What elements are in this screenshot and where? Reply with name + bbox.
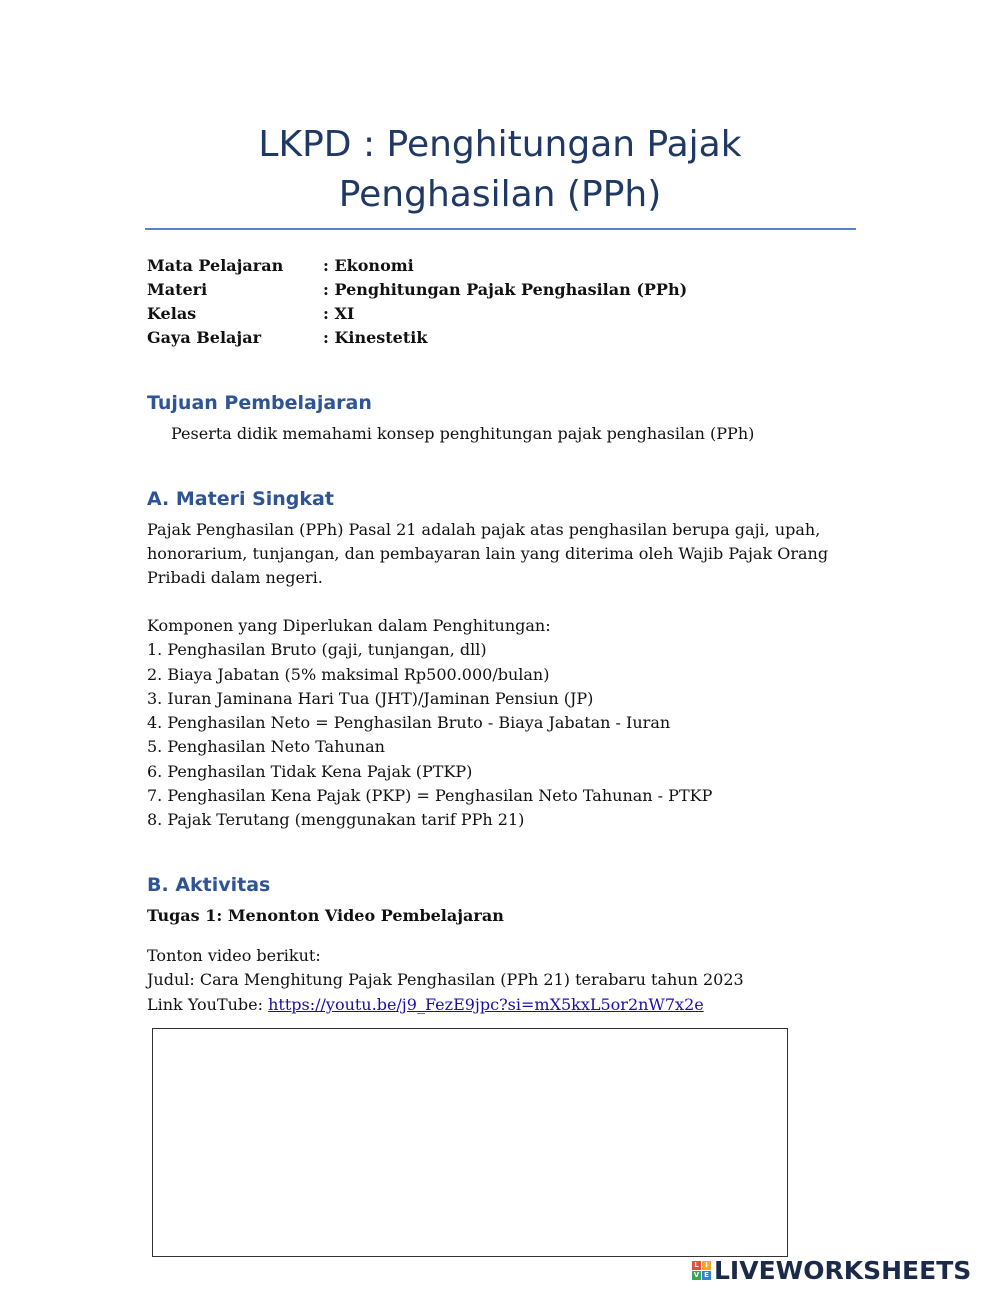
info-row-learning-style <box>147 326 687 350</box>
list-item: 1. Penghasilan Bruto (gaji, tunjangan, dll) <box>147 640 487 660</box>
info-row-material <box>147 278 687 302</box>
list-item: 6. Penghasilan Tidak Kena Pajak (PTKP) <box>147 761 473 781</box>
list-intro: Komponen yang Diperlukan dalam Penghitungan: <box>147 616 551 635</box>
list-item: 7. Penghasilan Kena Pajak (PKP) = Penghasilan Neto Tahunan - PTKP <box>147 786 713 806</box>
tujuan-heading: Tujuan Pembelajaran <box>147 392 372 414</box>
tujuan-text: Peserta didik memahami konsep penghitungan pajak penghasilan (PPh) <box>171 424 755 443</box>
video-link-line <box>147 993 704 1017</box>
list-item: 5. Penghasilan Neto Tahunan <box>147 737 385 757</box>
info-value: : Ekonomi <box>323 256 414 275</box>
info-value: : XI <box>323 304 355 323</box>
info-label: Mata Pelajaran <box>147 256 284 275</box>
list-item: 2. Biaya Jabatan (5% maksimal Rp500.000/bulan) <box>147 664 550 684</box>
logo-block: E <box>702 1271 711 1280</box>
logo-block: L <box>692 1261 701 1270</box>
list-item: 8. Pajak Terutang (menggunakan tarif PPh 21) <box>147 810 525 830</box>
link-label: Link YouTube: <box>147 995 269 1014</box>
youtube-link[interactable]: https://youtu.be/j9_FezE9jpc?si=mX5kxL5or2nW7x2e <box>268 995 704 1014</box>
video-embed-box[interactable] <box>152 1028 788 1257</box>
video-intro: Tonton video berikut: <box>147 946 321 965</box>
info-row-class <box>147 302 687 326</box>
info-label: Kelas <box>147 304 197 323</box>
info-label: Gaya Belajar <box>147 328 261 347</box>
logo-block: V <box>693 1270 700 1279</box>
title-divider <box>145 228 856 230</box>
info-label: Materi <box>147 280 208 299</box>
logo-block: I <box>702 1261 711 1270</box>
materi-paragraph: Pajak Penghasilan (PPh) Pasal 21 adalah pajak atas penghasilan berupa gaji, upah, honorarium, tunjangan, dan pembayaran lain yang diterima oleh Wajib Pajak Orang Pribadi dalam negeri. <box>147 520 829 587</box>
info-value: : Kinestetik <box>323 328 428 347</box>
task-title: Tugas 1: Menonton Video Pembelajaran <box>147 906 504 925</box>
list-item: 4. Penghasilan Neto = Penghasilan Bruto - Biaya Jabatan - Iuran <box>147 713 671 733</box>
logo-text: LIVEWORKSHEETS <box>714 1255 972 1285</box>
aktivitas-heading: B. Aktivitas <box>147 874 271 896</box>
page-title: LKPD : Penghitungan Pajak Penghasilan (PPh) <box>258 124 742 215</box>
info-table <box>147 254 687 350</box>
list-item: 3. Iuran Jaminana Hari Tua (JHT)/Jaminan Pensiun (JP) <box>147 688 594 708</box>
info-row-subject <box>147 254 687 278</box>
video-title: Judul: Cara Menghitung Pajak Penghasilan (PPh 21) terabaru tahun 2023 <box>147 970 744 989</box>
info-value: : Penghitungan Pajak Penghasilan (PPh) <box>323 280 688 299</box>
materi-heading: A. Materi Singkat <box>147 488 334 510</box>
logo-blocks-icon <box>692 1261 711 1280</box>
liveworksheets-logo <box>692 1254 971 1286</box>
component-list <box>147 614 712 833</box>
